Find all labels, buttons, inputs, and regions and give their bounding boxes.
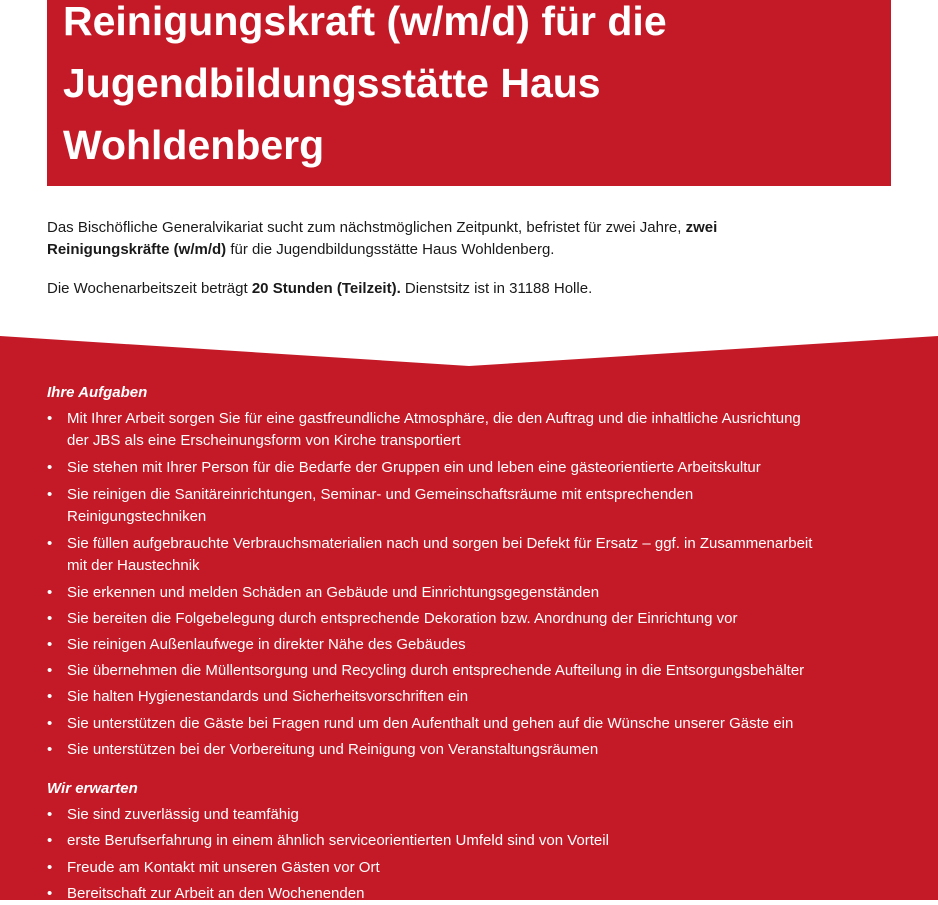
chevron-divider xyxy=(0,336,938,368)
job-title-banner xyxy=(47,0,891,186)
list-item-line: Sie stehen mit Ihrer Person für die Bedarfe der Gruppen ein und leben eine gästeorientierte Arbeitskultur xyxy=(67,459,761,476)
intro-emphasis: zwei xyxy=(685,219,718,236)
bullet-icon: • xyxy=(47,610,53,627)
list-item-text xyxy=(67,857,867,879)
bullet-icon: • xyxy=(47,859,53,876)
list-item-text xyxy=(67,533,867,577)
list-item-line: Sie reinigen die Sanitäreinrichtungen, Seminar- und Gemeinschaftsräume mit entsprechenden xyxy=(67,486,694,503)
bullet-icon: • xyxy=(47,636,53,653)
bullet-icon: • xyxy=(47,832,53,849)
list-item-text xyxy=(67,408,867,452)
list-item-line: erste Berufserfahrung in einem ähnlich serviceorientierten Umfeld sind von Vorteil xyxy=(67,832,609,849)
page-title-line-2: Jugendbildungsstätte Haus xyxy=(63,60,601,106)
section-heading-erwarten: Wir erwarten xyxy=(47,780,138,797)
list-item-text xyxy=(67,686,867,708)
list-item-line: Reinigungstechniken xyxy=(67,508,207,525)
list-item-text xyxy=(67,582,867,604)
list-item-line: Sie übernehmen die Müllentsorgung und Recycling durch entsprechende Aufteilung in die Entsorgungsbehälter xyxy=(67,662,805,679)
bullet-icon: • xyxy=(47,459,53,476)
list-item-text xyxy=(67,484,867,528)
intro-paragraph-1 xyxy=(47,217,867,261)
intro-text: Die Wochenarbeitszeit beträgt xyxy=(47,280,248,297)
list-item-text xyxy=(67,804,867,826)
list-item-line: mit der Haustechnik xyxy=(67,557,200,574)
list-item-text xyxy=(67,634,867,656)
list-item-text xyxy=(67,608,867,630)
intro-paragraph-2 xyxy=(47,278,867,300)
list-item-text xyxy=(67,883,867,905)
list-item-line: Bereitschaft zur Arbeit an den Wochenenden xyxy=(67,885,365,902)
bullet-icon: • xyxy=(47,806,53,823)
list-item-line: Sie sind zuverlässig und teamfähig xyxy=(67,806,299,823)
list-item-line: Sie erkennen und melden Schäden an Gebäude und Einrichtungsgegenständen xyxy=(67,584,600,601)
intro-emphasis: Reinigungskräfte (w/m/d) xyxy=(47,241,227,258)
section-heading-aufgaben: Ihre Aufgaben xyxy=(47,384,148,401)
list-item-line: Freude am Kontakt mit unseren Gästen vor Ort xyxy=(67,859,380,876)
bullet-icon: • xyxy=(47,584,53,601)
intro-text: für die Jugendbildungsstätte Haus Wohldenberg. xyxy=(230,241,555,258)
page-title-line-1: Reinigungskraft (w/m/d) für die xyxy=(63,0,667,44)
bullet-icon: • xyxy=(47,662,53,679)
list-item-text xyxy=(67,713,867,735)
bullet-icon: • xyxy=(47,741,53,758)
intro-text: Dienstsitz ist in 31188 Holle. xyxy=(404,280,593,297)
list-item-line: der JBS als eine Erscheinungsform von Kirche transportiert xyxy=(67,432,461,449)
bullet-icon: • xyxy=(47,715,53,732)
bullet-icon: • xyxy=(47,410,53,427)
list-item-line: Mit Ihrer Arbeit sorgen Sie für eine gastfreundliche Atmosphäre, die den Auftrag und die inhaltliche Ausrichtung xyxy=(67,410,801,427)
list-item-line: Sie bereiten die Folgebelegung durch entsprechende Dekoration bzw. Anordnung der Einrichtung vor xyxy=(67,610,738,627)
list-item-text xyxy=(67,660,867,682)
list-item-line: Sie unterstützen die Gäste bei Fragen rund um den Aufenthalt und gehen auf die Wünsche unserer Gäste ein xyxy=(67,715,794,732)
bullet-icon: • xyxy=(47,688,53,705)
list-item-text xyxy=(67,830,867,852)
intro-emphasis: 20 Stunden (Teilzeit). xyxy=(251,280,401,297)
list-item-line: Sie reinigen Außenlaufwege in direkter Nähe des Gebäudes xyxy=(67,636,466,653)
intro-text: Das Bischöfliche Generalvikariat sucht zum nächstmöglichen Zeitpunkt, befristet für zwei Jahre, xyxy=(47,219,682,236)
list-item-line: Sie unterstützen bei der Vorbereitung und Reinigung von Veranstaltungsräumen xyxy=(67,741,599,758)
list-item-line: Sie füllen aufgebrauchte Verbrauchsmaterialien nach und sorgen bei Defekt für Ersatz – ggf. in Zusammenarbeit xyxy=(67,535,813,552)
bullet-icon: • xyxy=(47,486,53,503)
page-title-line-3: Wohldenberg xyxy=(63,122,325,168)
list-item-line: Sie halten Hygienestandards und Sicherheitsvorschriften ein xyxy=(67,688,469,705)
bullet-icon: • xyxy=(47,535,53,552)
list-item-text xyxy=(67,739,867,761)
bullet-icon: • xyxy=(47,885,53,902)
list-item-text xyxy=(67,457,867,479)
